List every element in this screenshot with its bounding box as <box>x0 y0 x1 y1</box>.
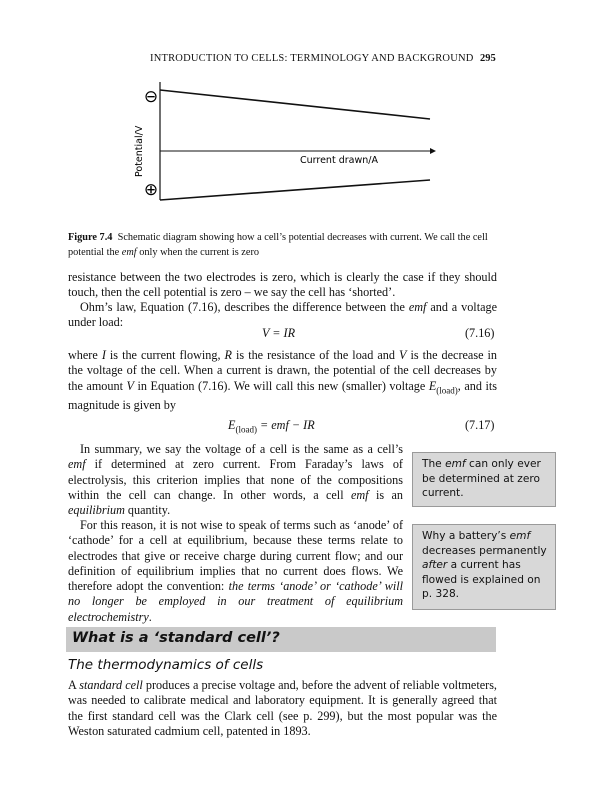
minus-symbol: ⊖ <box>143 87 159 107</box>
page-number: 295 <box>480 53 496 64</box>
y-axis-label: Potential/V <box>134 125 145 177</box>
section-heading <box>66 627 496 652</box>
running-header: INTRODUCTION TO CELLS: TERMINOLOGY AND BACKGROUND <box>150 53 474 64</box>
caption-label: Figure 7.4 <box>68 232 113 243</box>
paragraph-5: For this reason, it is not wise to speak of terms such as ‘anode’ of ‘cathode’ for a cell at equilibrium, because these terms relate to electrodes that give or receive charge during current flow; and our definition of equilibrium implies that no current does flows. We therefore adopt the convention: the terms ‘anode’ or ‘cathode’ will no longer be employed in our treatment of equilibrium electrochemistry. <box>68 518 403 624</box>
paragraph-4: In summary, we say the voltage of a cell is the same as a cell’s emf if determined at zero current. From Faraday’s laws of electrolysis, this criterion implies that none of the compositions within the cell can change. In other words, a cell emf is an equilibrium quantity. <box>68 442 403 518</box>
top-curve <box>160 90 430 119</box>
x-axis-arrow <box>430 148 436 154</box>
figure-caption: Figure 7.4 Schematic diagram showing how a cell’s potential decreases with current. We call the cell potential the emf only when the current is zero <box>68 232 488 258</box>
figure-7-4 <box>120 82 450 222</box>
section-title: What is a ‘standard cell’? <box>72 630 280 646</box>
equation-7-16-number: (7.16) <box>465 326 495 340</box>
margin-note-emf: The emf can only ever be determined at zero current. <box>412 452 556 507</box>
bottom-curve <box>160 180 430 200</box>
equation-7-16: V = IR <box>262 326 296 340</box>
equation-7-17-number: (7.17) <box>465 418 495 432</box>
paragraph-3: where I is the current flowing, R is the resistance of the load and V is the decrease in the voltage of the cell. When a current is drawn, the potential of the cell decreases by the amount V in Equation (7.16). We will call this new (smaller) voltage $E_{(load)}$, and its magnitude is given by <box>68 348 498 413</box>
x-axis-label: Current drawn/A <box>300 155 378 166</box>
plus-symbol: ⊕ <box>143 180 159 200</box>
paragraph-1: resistance between the two electrodes is zero, which is clearly the case if they should touch, then the cell potential is zero – we say the cell has ‘shorted’. <box>68 270 497 300</box>
subsection-heading: The thermodynamics of cells <box>68 657 264 673</box>
paragraph-2: Ohm’s law, Equation (7.16), describes the difference between the emf and a voltage under load: <box>68 300 497 330</box>
equation-7-17: $E_{(load)}$ = emf − IR <box>228 418 315 435</box>
margin-note-battery: Why a battery’s emf decreases permanently after a current has flowed is explained on p. 328. <box>412 524 556 610</box>
paragraph-6: A standard cell produces a precise voltage and, before the advent of reliable voltmeters, was needed to calibrate medical and laboratory equipment. It is generally agreed that the first standard cell was the Clark cell (see p. 299), but the most popular was the Weston saturated cadmium cell, patented in 1893. <box>68 678 497 738</box>
